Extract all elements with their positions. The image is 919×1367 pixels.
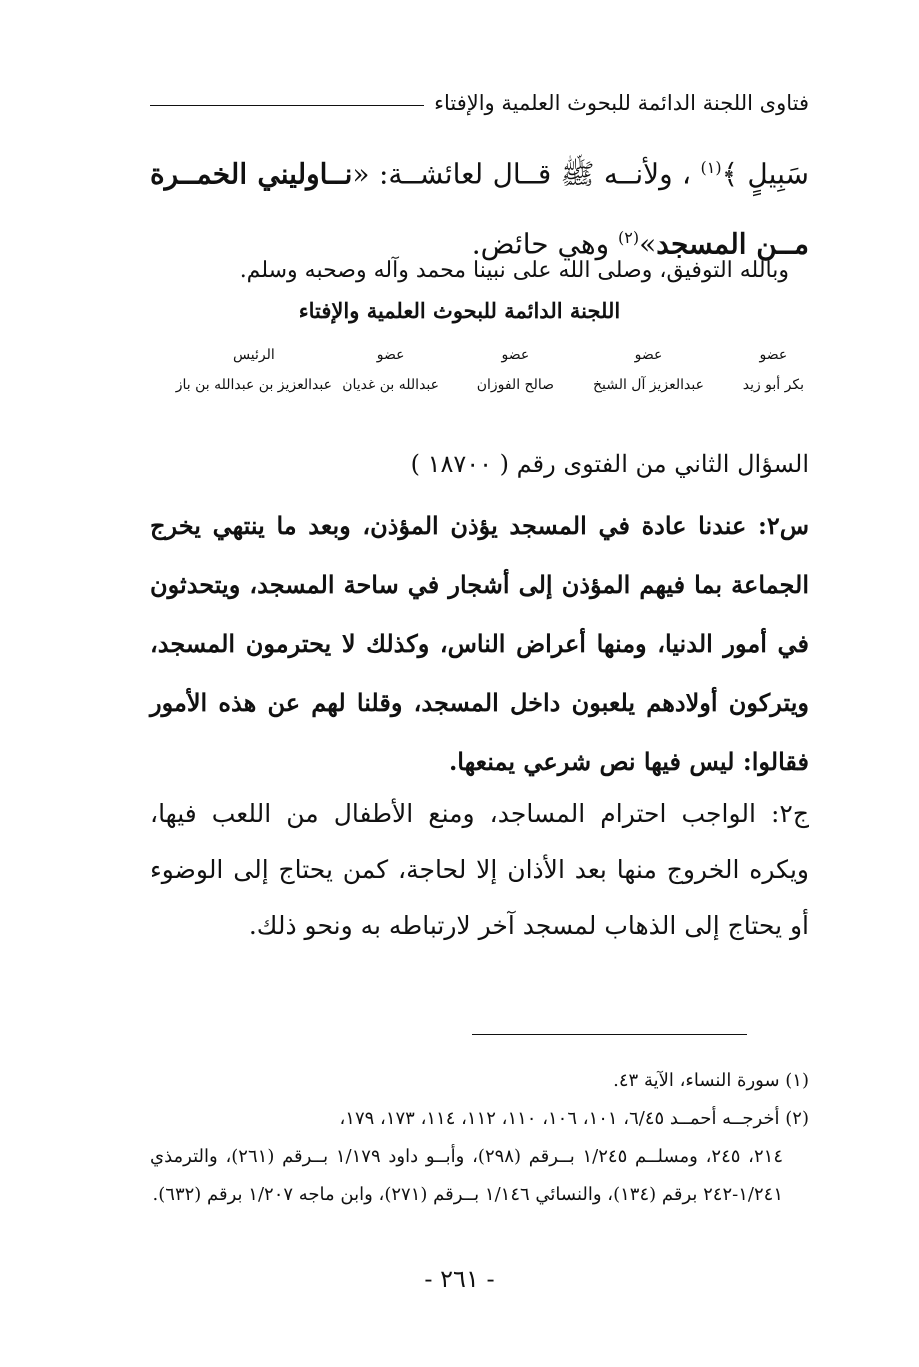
footnote-1: (١) سورة النساء، الآية ٤٣.	[613, 1070, 809, 1091]
answer-text: ج٢: الواجب احترام المساجد، ومنع الأطفال من اللعب فيها، ويكره الخروج منها بعد الأذان إلا لحاجة، كمن يحتاج إلى الوضوء أو يحتاج إلى الذهاب لمسجد آخر لارتباطه به ونحو ذلك.	[150, 799, 809, 940]
quote-close: »	[639, 227, 657, 261]
hadith-quote: نــاوليني الخمــرة مــن المسجد	[150, 157, 809, 261]
closing-line: وبالله التوفيق، وصلى الله على نبينا محمد وآله وصحبه وسلم.	[239, 258, 789, 283]
signatory	[743, 340, 804, 400]
page-number: - ٢٦١ -	[424, 1265, 495, 1293]
signatory	[593, 340, 704, 400]
footnote-2: (٢) أخرجــه أحمــد ٦/٤٥، ١٠١، ١٠٦، ١١٠، ١١٢، ١١٤، ١٧٣، ١٧٩،	[339, 1108, 809, 1129]
question-heading: السؤال الثاني من الفتوى رقم ( ١٨٧٠٠ )	[410, 450, 809, 478]
signatory-role: عضو	[634, 347, 663, 363]
text-segment: وهي حائض.	[471, 227, 619, 261]
signatory-name: عبدالعزيز بن عبدالله بن باز	[175, 377, 332, 393]
footnotes	[150, 1062, 809, 1214]
text-segment: ، ولأنــه ﷺ قــال لعائشــة: «	[352, 157, 701, 191]
signatory	[477, 340, 554, 400]
footnote-2-continuation: ٢١٤، ٢٤٥، ومسلــم ١/٢٤٥ بــرقم (٢٩٨)، وأبــو داود ١/١٧٩ بــرقم (٢٦١)، والترمذي ١/٢٤١-٢٤٢ برقم (١٣٤)، والنسائي ١/١٤٦ بــرقم (٢٧١)، وابن ماجه ١/٢٠٧ برقم (٦٣٢).	[150, 1146, 783, 1205]
running-header	[150, 88, 809, 118]
signatory-role: الرئيس	[232, 347, 275, 363]
signatory-role: عضو	[501, 347, 530, 363]
header-rule	[150, 105, 424, 106]
signatory	[176, 340, 332, 400]
signatory-name: عبدالعزيز آل الشيخ	[592, 377, 704, 393]
header-title: فتاوى اللجنة الدائمة للبحوث العلمية والإفتاء	[434, 91, 809, 115]
signatories	[160, 340, 804, 400]
question-text: س٢: عندنا عادة في المسجد يؤذن المؤذن، وبعد ما ينتهي يخرج الجماعة بما فيهم المؤذن إلى أشجار في ساحة المسجد، ويتحدثون في أمور الدنيا، ومنها أعراض الناس، وكذلك لا يحترمون المسجد، ويتركون أولادهم يلعبون داخل المسجد، وقلنا لهم عن هذه الأمور فقالوا: ليس فيها نص شرعي يمنعها.	[150, 511, 809, 776]
signatory-role: عضو	[376, 347, 405, 363]
signatory-name: عبدالله بن غديان	[342, 377, 439, 393]
footnote-ref-1: (١)	[700, 158, 722, 177]
signatory	[342, 340, 439, 400]
signatory-role: عضو	[759, 347, 788, 363]
signatory-name: صالح الفوزان	[476, 377, 554, 393]
footnote-separator	[472, 1034, 747, 1035]
committee-title: اللجنة الدائمة للبحوث العلمية والإفتاء	[298, 298, 621, 323]
signatory-name: بكر أبو زيد	[742, 377, 804, 393]
verse-end: سَبِيلٍ ﴾	[721, 157, 809, 191]
footnote-ref-2: (٢)	[618, 228, 640, 248]
